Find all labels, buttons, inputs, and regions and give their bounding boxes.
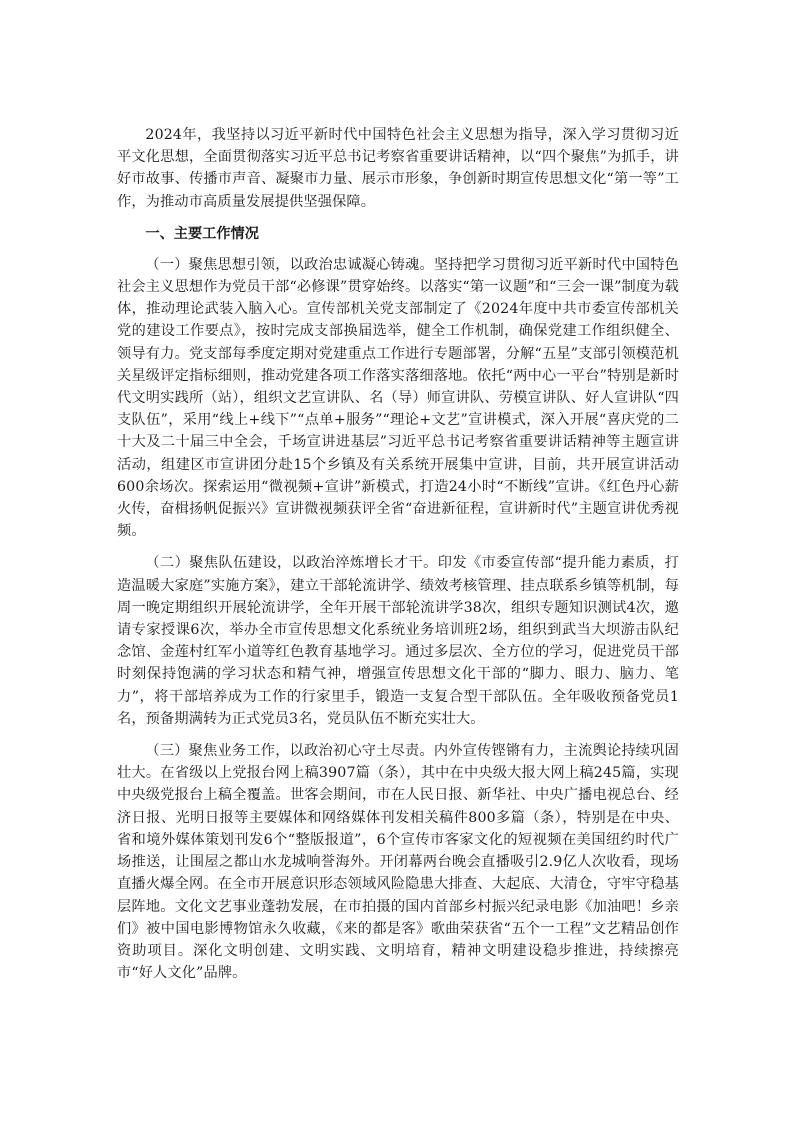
paragraph-business-work: （三）聚焦业务工作，以政治初心守土尽责。内外宣传铿锵有力，主流舆论持续巩固壮大。在省级以上党报台网上稿3907篇（条），其中在中央级大报大网上稿245篇，实现中央级党报台上稿全覆盖。世客会期间，市在人民日报、新华社、中央广播电视总台、经济日报、光明日报等主要媒体和网络媒体刊发相关稿件800多篇（条），特别是在中央、省和境外媒体策划刊发6个“整版报道”，6个宣传市客家文化的短视频在美国纽约时代广场推送，让围屋之都山水龙城响誉海外。开闭幕两台晚会直播吸引2.9亿人次收看，现场直播火爆全网。在全市开展意识形态领域风险隐患大排查、大起底、大清仓，守牢守稳基层阵地。文化文艺事业蓬勃发展，在市拍摄的国内首部乡村振兴纪录电影《加油吧！乡亲们》被中国电影博物馆永久收藏，《来的都是客》歌曲荣获省“五个一工程”文艺精品创作资助项目。深化文明创建、文明实践、文明培育，精神文明建设稳步推进，持续擦亮市“好人文化”品牌。 [117, 743, 679, 982]
intro-paragraph: 2024年，我坚持以习近平新时代中国特色社会主义思想为指导，深入学习贯彻习近平文化思想，全面贯彻落实习近平总书记考察省重要讲话精神，以“四个聚焦”为抓手，讲好市故事、传播市声音、凝聚市力量、展示市形象，争创新时期宣传思想文化“第一等”工作，为推动市高质量发展提供坚强保障。 [117, 127, 679, 210]
paragraph-ideological-guidance: （一）聚焦思想引领，以政治忠诚凝心铸魂。坚持把学习贯彻习近平新时代中国特色社会主义思想作为党员干部“必修课”贯穿始终。以落实“第一议题”和“三会一课”制度为载体，推动理论武装入脑入心。宣传部机关党支部制定了《2024年度中共市委宣传部机关党的建设工作要点》，按时完成支部换届选举，健全工作机制，确保党建工作组织健全、领导有力。党支部每季度定期对党建重点工作进行专题部署，分解“五星”支部引领模范机关星级评定指标细则，推动党建各项工作落实落细落地。依托“两中心一平台”特别是新时代文明实践所（站），组织文艺宣讲队、名（导）师宣讲队、劳模宣讲队、好人宣讲队“四支队伍”，采用“线上+线下”“点单+服务”“理论+文艺”宣讲模式，深入开展“喜庆党的二十大及二十届三中全会，千场宣讲进基层”习近平总书记考察省重要讲话精神等主题宣讲活动，组建区市宣讲团分赴15个乡镇及有关系统开展集中宣讲，目前，共开展宣讲活动600余场次。探索运用“微视频+宣讲”新模式，打造24小时“不断线”宣讲。《红色丹心薪火传，奋楫扬帆促振兴》宣讲微视频获评全省“奋进新征程，宣讲新时代”主题宣讲优秀视频。 [117, 256, 679, 540]
paragraph-team-building: （二）聚焦队伍建设，以政治淬炼增长才干。印发《市委宣传部“提升能力素质，打造温暖大家庭”实施方案》，建立干部轮流讲学、绩效考核管理、挂点联系乡镇等机制，每周一晚定期组织开展轮流讲学，全年开展干部轮流讲学38次，组织专题知识测试4次，邀请专家授课6次，举办全市宣传思想文化系统业务培训班2场，组织到武当大坝游击队纪念馆、金莲村红军小道等红色教育基地学习。通过多层次、全方位的学习，促进党员干部时刻保持饱满的学习状态和精气神，增强宣传思想文化干部的“脚力、眼力、脑力、笔力”，将干部培养成为工作的行家里手，锻造一支复合型干部队伍。全年吸收预备党员1名，预备期满转为正式党员3名，党员队伍不断充实壮大。 [117, 555, 679, 727]
document-page [117, 124, 679, 994]
section-heading-main-work: 一、主要工作情况 [145, 225, 259, 242]
